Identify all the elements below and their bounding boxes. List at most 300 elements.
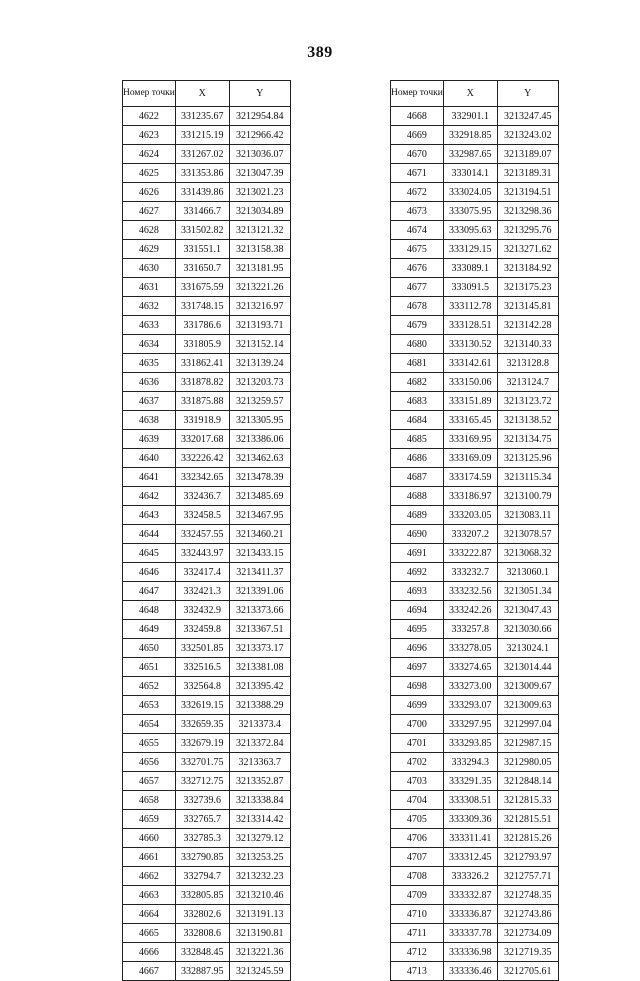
- y-coordinate-cell: 3213191.13: [229, 905, 290, 924]
- table-row: [123, 867, 291, 886]
- y-coordinate-cell: 3213478.39: [229, 468, 290, 487]
- x-coordinate-cell: 332432.9: [175, 601, 229, 620]
- table-row: [123, 905, 291, 924]
- table-row: [123, 620, 291, 639]
- point-number-cell: 4694: [391, 601, 444, 620]
- y-coordinate-cell: 3212987.15: [497, 734, 558, 753]
- table-row: [391, 392, 559, 411]
- table-row: [123, 525, 291, 544]
- point-number-cell: 4644: [123, 525, 176, 544]
- table-row: [391, 810, 559, 829]
- point-number-cell: 4656: [123, 753, 176, 772]
- x-coordinate-cell: 333095.63: [443, 221, 497, 240]
- table-body-right: [391, 107, 559, 981]
- table-row: [123, 563, 291, 582]
- y-coordinate-cell: 3213373.17: [229, 639, 290, 658]
- point-number-cell: 4623: [123, 126, 176, 145]
- y-coordinate-cell: 3213462.63: [229, 449, 290, 468]
- x-coordinate-cell: 331748.15: [175, 297, 229, 316]
- table-row: [123, 354, 291, 373]
- x-coordinate-cell: 333278.05: [443, 639, 497, 658]
- y-coordinate-cell: 3213190.81: [229, 924, 290, 943]
- y-coordinate-cell: 3213123.72: [497, 392, 558, 411]
- x-coordinate-cell: 331650.7: [175, 259, 229, 278]
- table-row: [391, 962, 559, 981]
- table-row: [123, 848, 291, 867]
- x-coordinate-cell: 333336.87: [443, 905, 497, 924]
- y-coordinate-cell: 3213243.02: [497, 126, 558, 145]
- point-number-cell: 4679: [391, 316, 444, 335]
- x-coordinate-cell: 333308.51: [443, 791, 497, 810]
- y-coordinate-cell: 3213124.7: [497, 373, 558, 392]
- y-coordinate-cell: 3213030.66: [497, 620, 558, 639]
- x-coordinate-cell: 332848.45: [175, 943, 229, 962]
- point-number-cell: 4691: [391, 544, 444, 563]
- y-coordinate-cell: 3212793.97: [497, 848, 558, 867]
- x-coordinate-cell: 333294.3: [443, 753, 497, 772]
- table-row: [391, 449, 559, 468]
- x-coordinate-cell: 332501.85: [175, 639, 229, 658]
- y-coordinate-cell: 3213152.14: [229, 335, 290, 354]
- x-coordinate-cell: 331878.82: [175, 373, 229, 392]
- y-coordinate-cell: 3213373.66: [229, 601, 290, 620]
- table-row: [391, 183, 559, 202]
- x-coordinate-cell: 333297.95: [443, 715, 497, 734]
- coordinates-table-left: [122, 80, 291, 981]
- y-coordinate-cell: 3213367.51: [229, 620, 290, 639]
- table-row: [123, 202, 291, 221]
- y-coordinate-cell: 3213295.76: [497, 221, 558, 240]
- y-coordinate-cell: 3212954.84: [229, 107, 290, 126]
- y-coordinate-cell: 3212815.51: [497, 810, 558, 829]
- x-coordinate-cell: 333174.59: [443, 468, 497, 487]
- point-number-cell: 4675: [391, 240, 444, 259]
- table-row: [123, 601, 291, 620]
- x-coordinate-cell: 331439.86: [175, 183, 229, 202]
- table-row: [123, 449, 291, 468]
- point-number-cell: 4685: [391, 430, 444, 449]
- table-row: [391, 525, 559, 544]
- point-number-cell: 4666: [123, 943, 176, 962]
- x-coordinate-cell: 333337.78: [443, 924, 497, 943]
- x-coordinate-cell: 333203.05: [443, 506, 497, 525]
- point-number-cell: 4659: [123, 810, 176, 829]
- x-coordinate-cell: 333169.09: [443, 449, 497, 468]
- table-row: [123, 715, 291, 734]
- x-coordinate-cell: 332342.65: [175, 468, 229, 487]
- table-row: [391, 506, 559, 525]
- y-coordinate-cell: 3213279.12: [229, 829, 290, 848]
- table-row: [391, 544, 559, 563]
- point-number-cell: 4665: [123, 924, 176, 943]
- table-row: [123, 791, 291, 810]
- header-y: Y: [497, 81, 558, 107]
- x-coordinate-cell: 332808.6: [175, 924, 229, 943]
- point-number-cell: 4635: [123, 354, 176, 373]
- x-coordinate-cell: 331786.6: [175, 316, 229, 335]
- point-number-cell: 4637: [123, 392, 176, 411]
- point-number-cell: 4651: [123, 658, 176, 677]
- point-number-cell: 4678: [391, 297, 444, 316]
- table-row: [391, 829, 559, 848]
- x-coordinate-cell: 332457.55: [175, 525, 229, 544]
- point-number-cell: 4711: [391, 924, 444, 943]
- table-row: [391, 753, 559, 772]
- x-coordinate-cell: 332443.97: [175, 544, 229, 563]
- x-coordinate-cell: 333128.51: [443, 316, 497, 335]
- y-coordinate-cell: 3213083.11: [497, 506, 558, 525]
- y-coordinate-cell: 3212743.86: [497, 905, 558, 924]
- x-coordinate-cell: 332918.85: [443, 126, 497, 145]
- point-number-cell: 4646: [123, 563, 176, 582]
- point-number-cell: 4649: [123, 620, 176, 639]
- x-coordinate-cell: 333150.06: [443, 373, 497, 392]
- y-coordinate-cell: 3213386.06: [229, 430, 290, 449]
- y-coordinate-cell: 3213381.08: [229, 658, 290, 677]
- x-coordinate-cell: 332516.5: [175, 658, 229, 677]
- table-row: [123, 943, 291, 962]
- point-number-cell: 4695: [391, 620, 444, 639]
- point-number-cell: 4653: [123, 696, 176, 715]
- x-coordinate-cell: 332805.85: [175, 886, 229, 905]
- y-coordinate-cell: 3213047.43: [497, 601, 558, 620]
- table-body-left: [123, 107, 291, 981]
- x-coordinate-cell: 333232.7: [443, 563, 497, 582]
- table-header-row: [123, 81, 291, 107]
- point-number-cell: 4690: [391, 525, 444, 544]
- table-row: [391, 487, 559, 506]
- y-coordinate-cell: 3213253.25: [229, 848, 290, 867]
- x-coordinate-cell: 333207.2: [443, 525, 497, 544]
- table-row: [123, 392, 291, 411]
- point-number-cell: 4638: [123, 411, 176, 430]
- y-coordinate-cell: 3213485.69: [229, 487, 290, 506]
- point-number-cell: 4701: [391, 734, 444, 753]
- y-coordinate-cell: 3213338.84: [229, 791, 290, 810]
- table-row: [391, 563, 559, 582]
- x-coordinate-cell: 332987.65: [443, 145, 497, 164]
- x-coordinate-cell: 331918.9: [175, 411, 229, 430]
- point-number-cell: 4696: [391, 639, 444, 658]
- y-coordinate-cell: 3213259.57: [229, 392, 290, 411]
- header-number: Номер точки: [123, 81, 176, 107]
- point-number-cell: 4677: [391, 278, 444, 297]
- table-row: [391, 240, 559, 259]
- table-row: [391, 791, 559, 810]
- x-coordinate-cell: 333089.1: [443, 259, 497, 278]
- table-row: [391, 620, 559, 639]
- y-coordinate-cell: 3213145.81: [497, 297, 558, 316]
- point-number-cell: 4703: [391, 772, 444, 791]
- table-row: [123, 335, 291, 354]
- y-coordinate-cell: 3213100.79: [497, 487, 558, 506]
- table-row: [123, 468, 291, 487]
- y-coordinate-cell: 3213314.42: [229, 810, 290, 829]
- x-coordinate-cell: 332739.6: [175, 791, 229, 810]
- y-coordinate-cell: 3213021.23: [229, 183, 290, 202]
- point-number-cell: 4707: [391, 848, 444, 867]
- y-coordinate-cell: 3213184.92: [497, 259, 558, 278]
- x-coordinate-cell: 333293.85: [443, 734, 497, 753]
- table-row: [391, 582, 559, 601]
- point-number-cell: 4663: [123, 886, 176, 905]
- x-coordinate-cell: 332226.42: [175, 449, 229, 468]
- x-coordinate-cell: 333091.5: [443, 278, 497, 297]
- x-coordinate-cell: 331267.02: [175, 145, 229, 164]
- table-row: [123, 924, 291, 943]
- x-coordinate-cell: 331551.1: [175, 240, 229, 259]
- x-coordinate-cell: 331805.9: [175, 335, 229, 354]
- header-x: X: [443, 81, 497, 107]
- point-number-cell: 4699: [391, 696, 444, 715]
- point-number-cell: 4655: [123, 734, 176, 753]
- y-coordinate-cell: 3213175.23: [497, 278, 558, 297]
- y-coordinate-cell: 3212848.14: [497, 772, 558, 791]
- point-number-cell: 4686: [391, 449, 444, 468]
- point-number-cell: 4673: [391, 202, 444, 221]
- point-number-cell: 4670: [391, 145, 444, 164]
- point-number-cell: 4640: [123, 449, 176, 468]
- x-coordinate-cell: 333332.87: [443, 886, 497, 905]
- x-coordinate-cell: 332659.35: [175, 715, 229, 734]
- point-number-cell: 4628: [123, 221, 176, 240]
- x-coordinate-cell: 332901.1: [443, 107, 497, 126]
- point-number-cell: 4672: [391, 183, 444, 202]
- x-coordinate-cell: 331502.82: [175, 221, 229, 240]
- table-header-row: [391, 81, 559, 107]
- table-row: [391, 354, 559, 373]
- y-coordinate-cell: 3213271.62: [497, 240, 558, 259]
- point-number-cell: 4710: [391, 905, 444, 924]
- x-coordinate-cell: 333014.1: [443, 164, 497, 183]
- table-row: [123, 772, 291, 791]
- y-coordinate-cell: 3213388.29: [229, 696, 290, 715]
- point-number-cell: 4700: [391, 715, 444, 734]
- y-coordinate-cell: 3212748.35: [497, 886, 558, 905]
- table-row: [391, 411, 559, 430]
- table-row: [391, 848, 559, 867]
- point-number-cell: 4669: [391, 126, 444, 145]
- table-row: [391, 658, 559, 677]
- table-row: [391, 316, 559, 335]
- table-row: [391, 601, 559, 620]
- y-coordinate-cell: 3213140.33: [497, 335, 558, 354]
- x-coordinate-cell: 333024.05: [443, 183, 497, 202]
- x-coordinate-cell: 332421.3: [175, 582, 229, 601]
- x-coordinate-cell: 333312.45: [443, 848, 497, 867]
- y-coordinate-cell: 3213115.34: [497, 468, 558, 487]
- y-coordinate-cell: 3213060.1: [497, 563, 558, 582]
- y-coordinate-cell: 3213051.34: [497, 582, 558, 601]
- x-coordinate-cell: 333232.56: [443, 582, 497, 601]
- point-number-cell: 4626: [123, 183, 176, 202]
- y-coordinate-cell: 3213128.8: [497, 354, 558, 373]
- table-row: [391, 126, 559, 145]
- point-number-cell: 4652: [123, 677, 176, 696]
- point-number-cell: 4687: [391, 468, 444, 487]
- table-row: [391, 297, 559, 316]
- point-number-cell: 4683: [391, 392, 444, 411]
- table-row: [391, 943, 559, 962]
- point-number-cell: 4627: [123, 202, 176, 221]
- x-coordinate-cell: 333142.61: [443, 354, 497, 373]
- table-row: [123, 487, 291, 506]
- table-row: [123, 278, 291, 297]
- x-coordinate-cell: 333336.46: [443, 962, 497, 981]
- point-number-cell: 4702: [391, 753, 444, 772]
- table-row: [391, 924, 559, 943]
- table-row: [123, 164, 291, 183]
- x-coordinate-cell: 333075.95: [443, 202, 497, 221]
- point-number-cell: 4712: [391, 943, 444, 962]
- y-coordinate-cell: 3212757.71: [497, 867, 558, 886]
- y-coordinate-cell: 3213467.95: [229, 506, 290, 525]
- y-coordinate-cell: 3213009.63: [497, 696, 558, 715]
- x-coordinate-cell: 331675.59: [175, 278, 229, 297]
- point-number-cell: 4693: [391, 582, 444, 601]
- x-coordinate-cell: 332017.68: [175, 430, 229, 449]
- y-coordinate-cell: 3213078.57: [497, 525, 558, 544]
- x-coordinate-cell: 333309.36: [443, 810, 497, 829]
- x-coordinate-cell: 331862.41: [175, 354, 229, 373]
- table-row: [391, 221, 559, 240]
- table-row: [123, 962, 291, 981]
- table-row: [123, 658, 291, 677]
- x-coordinate-cell: 332802.6: [175, 905, 229, 924]
- point-number-cell: 4645: [123, 544, 176, 563]
- x-coordinate-cell: 332794.7: [175, 867, 229, 886]
- table-row: [391, 430, 559, 449]
- point-number-cell: 4667: [123, 962, 176, 981]
- table-row: [123, 582, 291, 601]
- table-row: [391, 164, 559, 183]
- y-coordinate-cell: 3213189.31: [497, 164, 558, 183]
- y-coordinate-cell: 3212980.05: [497, 753, 558, 772]
- table-row: [123, 259, 291, 278]
- x-coordinate-cell: 331466.7: [175, 202, 229, 221]
- table-row: [123, 829, 291, 848]
- point-number-cell: 4657: [123, 772, 176, 791]
- y-coordinate-cell: 3213134.75: [497, 430, 558, 449]
- header-y: Y: [229, 81, 290, 107]
- x-coordinate-cell: 333291.35: [443, 772, 497, 791]
- table-row: [391, 867, 559, 886]
- point-number-cell: 4684: [391, 411, 444, 430]
- table-row: [391, 677, 559, 696]
- x-coordinate-cell: 332564.8: [175, 677, 229, 696]
- y-coordinate-cell: 3213139.24: [229, 354, 290, 373]
- y-coordinate-cell: 3213373.4: [229, 715, 290, 734]
- point-number-cell: 4709: [391, 886, 444, 905]
- point-number-cell: 4676: [391, 259, 444, 278]
- point-number-cell: 4660: [123, 829, 176, 848]
- x-coordinate-cell: 333129.15: [443, 240, 497, 259]
- table-row: [391, 145, 559, 164]
- point-number-cell: 4674: [391, 221, 444, 240]
- point-number-cell: 4624: [123, 145, 176, 164]
- point-number-cell: 4704: [391, 791, 444, 810]
- y-coordinate-cell: 3213138.52: [497, 411, 558, 430]
- table-row: [123, 126, 291, 145]
- point-number-cell: 4706: [391, 829, 444, 848]
- x-coordinate-cell: 333130.52: [443, 335, 497, 354]
- point-number-cell: 4680: [391, 335, 444, 354]
- x-coordinate-cell: 333273.00: [443, 677, 497, 696]
- point-number-cell: 4622: [123, 107, 176, 126]
- table-row: [123, 240, 291, 259]
- x-coordinate-cell: 332459.8: [175, 620, 229, 639]
- point-number-cell: 4705: [391, 810, 444, 829]
- x-coordinate-cell: 331235.67: [175, 107, 229, 126]
- y-coordinate-cell: 3213014.44: [497, 658, 558, 677]
- header-number: Номер точки: [391, 81, 444, 107]
- x-coordinate-cell: 332887.95: [175, 962, 229, 981]
- x-coordinate-cell: 331215.19: [175, 126, 229, 145]
- point-number-cell: 4643: [123, 506, 176, 525]
- point-number-cell: 4654: [123, 715, 176, 734]
- x-coordinate-cell: 332458.5: [175, 506, 229, 525]
- table-row: [123, 639, 291, 658]
- x-coordinate-cell: 333274.65: [443, 658, 497, 677]
- y-coordinate-cell: 3213232.23: [229, 867, 290, 886]
- x-coordinate-cell: 332619.15: [175, 696, 229, 715]
- y-coordinate-cell: 3213194.51: [497, 183, 558, 202]
- point-number-cell: 4636: [123, 373, 176, 392]
- x-coordinate-cell: 333151.89: [443, 392, 497, 411]
- y-coordinate-cell: 3213009.67: [497, 677, 558, 696]
- point-number-cell: 4692: [391, 563, 444, 582]
- y-coordinate-cell: 3213158.38: [229, 240, 290, 259]
- table-row: [123, 696, 291, 715]
- x-coordinate-cell: 333326.2: [443, 867, 497, 886]
- y-coordinate-cell: 3213298.36: [497, 202, 558, 221]
- y-coordinate-cell: 3213411.37: [229, 563, 290, 582]
- y-coordinate-cell: 3213181.95: [229, 259, 290, 278]
- table-row: [391, 202, 559, 221]
- point-number-cell: 4713: [391, 962, 444, 981]
- y-coordinate-cell: 3213189.07: [497, 145, 558, 164]
- y-coordinate-cell: 3213193.71: [229, 316, 290, 335]
- point-number-cell: 4664: [123, 905, 176, 924]
- point-number-cell: 4639: [123, 430, 176, 449]
- header-x: X: [175, 81, 229, 107]
- table-row: [391, 886, 559, 905]
- y-coordinate-cell: 3213305.95: [229, 411, 290, 430]
- x-coordinate-cell: 332701.75: [175, 753, 229, 772]
- y-coordinate-cell: 3212997.04: [497, 715, 558, 734]
- y-coordinate-cell: 3213036.07: [229, 145, 290, 164]
- y-coordinate-cell: 3213245.59: [229, 962, 290, 981]
- point-number-cell: 4629: [123, 240, 176, 259]
- x-coordinate-cell: 333293.07: [443, 696, 497, 715]
- x-coordinate-cell: 332436.7: [175, 487, 229, 506]
- point-number-cell: 4662: [123, 867, 176, 886]
- y-coordinate-cell: 3213203.73: [229, 373, 290, 392]
- y-coordinate-cell: 3212734.09: [497, 924, 558, 943]
- y-coordinate-cell: 3213247.45: [497, 107, 558, 126]
- coordinates-table-right: [390, 80, 559, 981]
- x-coordinate-cell: 333311.41: [443, 829, 497, 848]
- point-number-cell: 4689: [391, 506, 444, 525]
- point-number-cell: 4688: [391, 487, 444, 506]
- y-coordinate-cell: 3213047.39: [229, 164, 290, 183]
- table-row: [123, 886, 291, 905]
- table-row: [123, 411, 291, 430]
- y-coordinate-cell: 3213068.32: [497, 544, 558, 563]
- point-number-cell: 4650: [123, 639, 176, 658]
- table-row: [391, 373, 559, 392]
- y-coordinate-cell: 3213121.32: [229, 221, 290, 240]
